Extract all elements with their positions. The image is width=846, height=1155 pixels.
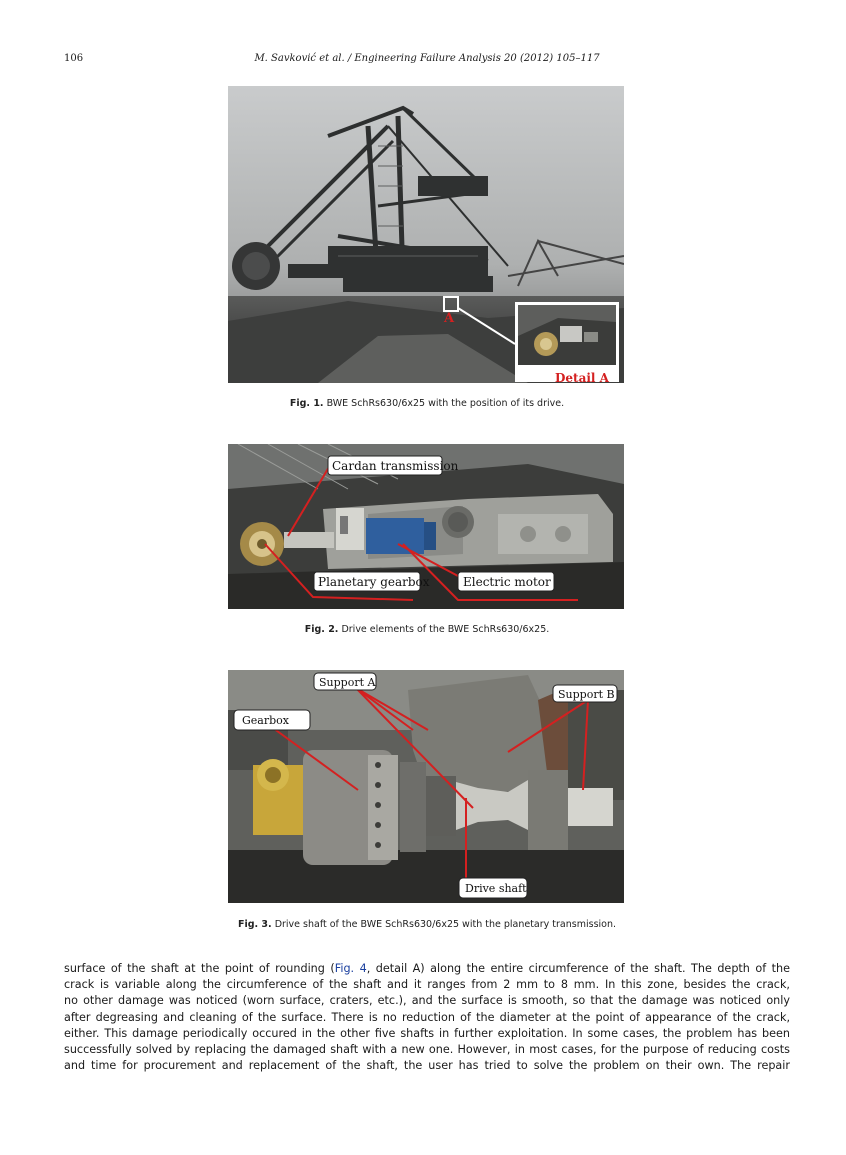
support-a-label: Support A — [319, 676, 376, 689]
page-number: 106 — [64, 53, 84, 64]
drive-shaft-label: Drive shaft — [465, 882, 527, 895]
figure-3-label: Fig. 3. — [237, 919, 272, 930]
cardan-transmission-label: Cardan transmission — [332, 459, 459, 473]
figure-3-photo — [228, 670, 624, 903]
body-line-7: and time for procurement and replacement of the shaft, the user has tried to solve the problem on their own. The repair — [64, 1059, 790, 1073]
drive-elements-photo — [228, 444, 624, 609]
figure-1-caption-text: BWE SchRs630/6x25 with the position of its drive. — [326, 398, 565, 409]
detail-marker-a: A — [444, 311, 455, 326]
body-paragraph — [64, 961, 790, 1074]
running-head: M. Savković et al. / Engineering Failure Analysis 20 (2012) 105–117 — [254, 53, 600, 64]
body-line-5: either. This damage periodically occured in the other five shafts in further exploitation. In some cases, the problem has been — [64, 1026, 790, 1040]
figure-2-caption — [64, 624, 790, 635]
support-b-label: Support B — [558, 688, 615, 701]
figure-2-caption-text: Drive elements of the BWE SchRs630/6x25. — [341, 624, 550, 635]
detail-a-label: Detail A — [555, 371, 609, 383]
body-line-6: successfully solved by replacing the damaged shaft with a new one. However, in most cases, for the purpose of reducing costs — [64, 1043, 790, 1057]
figure-1-photo — [228, 86, 624, 383]
body-line-1-post: , detail A) along the entire circumference of the shaft. The depth of the — [366, 962, 790, 975]
figure-1-label: Fig. 1. — [289, 398, 324, 409]
figure-2-photo — [228, 444, 624, 609]
body-line-1 — [64, 961, 790, 977]
figure-1-caption — [64, 398, 790, 409]
figure-3-caption-text: Drive shaft of the BWE SchRs630/6x25 with the planetary transmission. — [274, 919, 617, 930]
body-line-2: crack is variable along the circumference of the shaft and it ranges from 2 mm to 8 mm. In this zone, besides the crack, — [64, 978, 790, 992]
figure-4-reference-link[interactable]: Fig. 4 — [334, 962, 367, 975]
planetary-gearbox-label: Planetary gearbox — [318, 575, 430, 589]
body-line-1-pre: surface of the shaft at the point of rounding ( — [64, 962, 335, 975]
bucket-wheel-excavator-photo — [228, 86, 624, 383]
figure-2-label: Fig. 2. — [304, 624, 339, 635]
body-line-4: after degreasing and cleaning of the surface. There is no reduction of the diameter at the point of appearance of the crack, — [64, 1010, 790, 1024]
electric-motor-label: Electric motor — [463, 575, 551, 589]
figure-3-caption — [64, 919, 790, 930]
gearbox-label: Gearbox — [242, 714, 289, 727]
drive-shaft-photo — [228, 670, 624, 903]
body-line-3: no other damage was noticed (worn surface, craters, etc.), and the surface is smooth, so that the damage was noticed only — [64, 994, 790, 1008]
